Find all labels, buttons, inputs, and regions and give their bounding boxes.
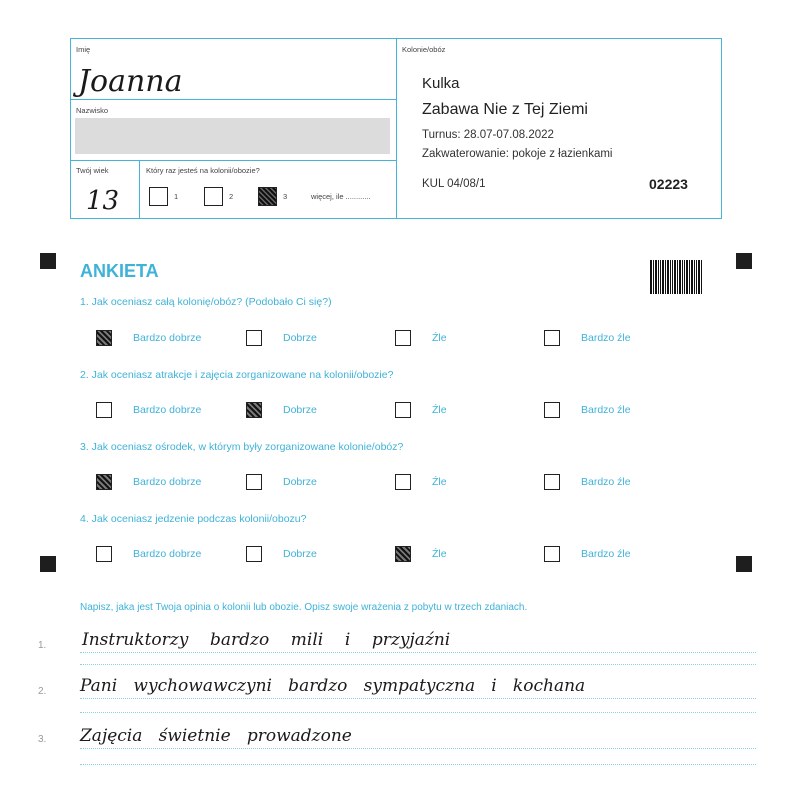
opinion-line-3b-rule xyxy=(80,764,756,765)
zakwaterowanie: Zakwaterowanie: pokoje z łazienkami xyxy=(422,148,613,160)
q1-option-zle-label: Źle xyxy=(432,332,447,344)
header-divider-imie xyxy=(70,99,396,100)
q1-option-bardzo-zle-label: Bardzo źle xyxy=(581,332,631,344)
q1-option-zle-checkbox[interactable] xyxy=(395,330,411,346)
form-number: 02223 xyxy=(649,176,688,192)
ktory-raz-option-1: 1 xyxy=(174,192,179,201)
q2-option-bardzo-dobrze-label: Bardzo dobrze xyxy=(133,404,202,416)
ktory-raz-checkbox-2[interactable] xyxy=(204,187,223,206)
ktory-raz-checkbox-3[interactable] xyxy=(258,187,277,206)
header-divider-wiek xyxy=(139,160,140,219)
ktory-raz-option-2: 2 xyxy=(229,192,234,201)
opinion-line-1-text[interactable]: Instruktorzy bardzo mili i przyjaźni xyxy=(82,630,451,650)
q1-option-dobrze-checkbox[interactable] xyxy=(246,330,262,346)
opinion-line-2b-rule xyxy=(80,712,756,713)
question-1-text: 1. Jak oceniasz całą kolonię/obóz? (Podobało Ci się?) xyxy=(80,296,332,308)
q3-option-dobrze-checkbox[interactable] xyxy=(246,474,262,490)
q2-option-bardzo-dobrze-checkbox[interactable] xyxy=(96,402,112,418)
q4-option-dobrze-label: Dobrze xyxy=(283,548,317,560)
question-3-text: 3. Jak oceniasz ośrodek, w którym były zorganizowane kolonie/obóz? xyxy=(80,441,404,453)
q2-option-bardzo-zle-label: Bardzo źle xyxy=(581,404,631,416)
nazwisko-redacted xyxy=(75,118,390,154)
q4-option-bardzo-dobrze-label: Bardzo dobrze xyxy=(133,548,202,560)
question-4-text: 4. Jak oceniasz jedzenie podczas kolonii/obozu? xyxy=(80,513,307,525)
q3-option-bardzo-dobrze-checkbox[interactable] xyxy=(96,474,112,490)
opinion-line-1b-rule xyxy=(80,664,756,665)
q1-option-bardzo-zle-checkbox[interactable] xyxy=(544,330,560,346)
opinion-line-2-number: 2. xyxy=(38,686,47,697)
q3-option-dobrze-label: Dobrze xyxy=(283,476,317,488)
imie-value[interactable]: Joanna xyxy=(78,64,183,99)
opinion-line-2-text[interactable]: Pani wychowawczyni bardzo sympatyczna i kochana xyxy=(80,676,586,696)
q3-option-bardzo-zle-checkbox[interactable] xyxy=(544,474,560,490)
ktory-raz-label: Który raz jesteś na kolonii/obozie? xyxy=(146,166,260,175)
q4-option-dobrze-checkbox[interactable] xyxy=(246,546,262,562)
q3-option-bardzo-zle-label: Bardzo źle xyxy=(581,476,631,488)
q3-option-zle-checkbox[interactable] xyxy=(395,474,411,490)
q1-option-dobrze-label: Dobrze xyxy=(283,332,317,344)
turnus: Turnus: 28.07-07.08.2022 xyxy=(422,129,554,141)
header-divider-nazwisko xyxy=(70,160,396,161)
opinion-line-1-rule xyxy=(80,652,756,653)
camp-subtitle: Zabawa Nie z Tej Ziemi xyxy=(422,101,588,118)
q2-option-dobrze-checkbox[interactable] xyxy=(246,402,262,418)
registration-mark-bottom-left xyxy=(40,556,56,572)
q2-option-bardzo-zle-checkbox[interactable] xyxy=(544,402,560,418)
camp-name: Kulka xyxy=(422,75,460,92)
q4-option-bardzo-dobrze-checkbox[interactable] xyxy=(96,546,112,562)
registration-mark-top-left xyxy=(40,253,56,269)
q1-option-bardzo-dobrze-checkbox[interactable] xyxy=(96,330,112,346)
q4-option-zle-label: Źle xyxy=(432,548,447,560)
survey-title: ANKIETA xyxy=(80,261,159,281)
q4-option-zle-checkbox[interactable] xyxy=(395,546,411,562)
opinion-line-2-rule xyxy=(80,698,756,699)
wiek-value[interactable]: 13 xyxy=(86,186,120,216)
kolonia-label: Kolonie/obóz xyxy=(402,45,446,54)
q2-option-dobrze-label: Dobrze xyxy=(283,404,317,416)
wiecej-label: więcej, ile ............ xyxy=(311,192,371,201)
q3-option-bardzo-dobrze-label: Bardzo dobrze xyxy=(133,476,202,488)
wiek-label: Twój wiek xyxy=(76,166,109,175)
opinion-line-3-number: 3. xyxy=(38,734,47,745)
opinion-line-3-text[interactable]: Zajęcia świetnie prowadzone xyxy=(80,726,352,746)
q3-option-zle-label: Źle xyxy=(432,476,447,488)
header-divider-vertical xyxy=(396,38,397,219)
registration-mark-bottom-right xyxy=(736,556,752,572)
camp-code: KUL 04/08/1 xyxy=(422,178,486,190)
q4-option-bardzo-zle-label: Bardzo źle xyxy=(581,548,631,560)
q4-option-bardzo-zle-checkbox[interactable] xyxy=(544,546,560,562)
ktory-raz-option-3: 3 xyxy=(283,192,288,201)
q2-option-zle-label: Źle xyxy=(432,404,447,416)
question-2-text: 2. Jak oceniasz atrakcje i zajęcia zorganizowane na kolonii/obozie? xyxy=(80,369,394,381)
opinion-prompt: Napisz, jaka jest Twoja opinia o kolonii lub obozie. Opisz swoje wrażenia z pobytu w trzech zdaniach. xyxy=(80,602,528,613)
ktory-raz-checkbox-1[interactable] xyxy=(149,187,168,206)
q2-option-zle-checkbox[interactable] xyxy=(395,402,411,418)
imie-label: Imię xyxy=(76,45,91,54)
barcode xyxy=(650,260,706,294)
nazwisko-label: Nazwisko xyxy=(76,106,109,115)
opinion-line-1-number: 1. xyxy=(38,640,47,651)
registration-mark-top-right xyxy=(736,253,752,269)
q1-option-bardzo-dobrze-label: Bardzo dobrze xyxy=(133,332,202,344)
opinion-line-3-rule xyxy=(80,748,756,749)
